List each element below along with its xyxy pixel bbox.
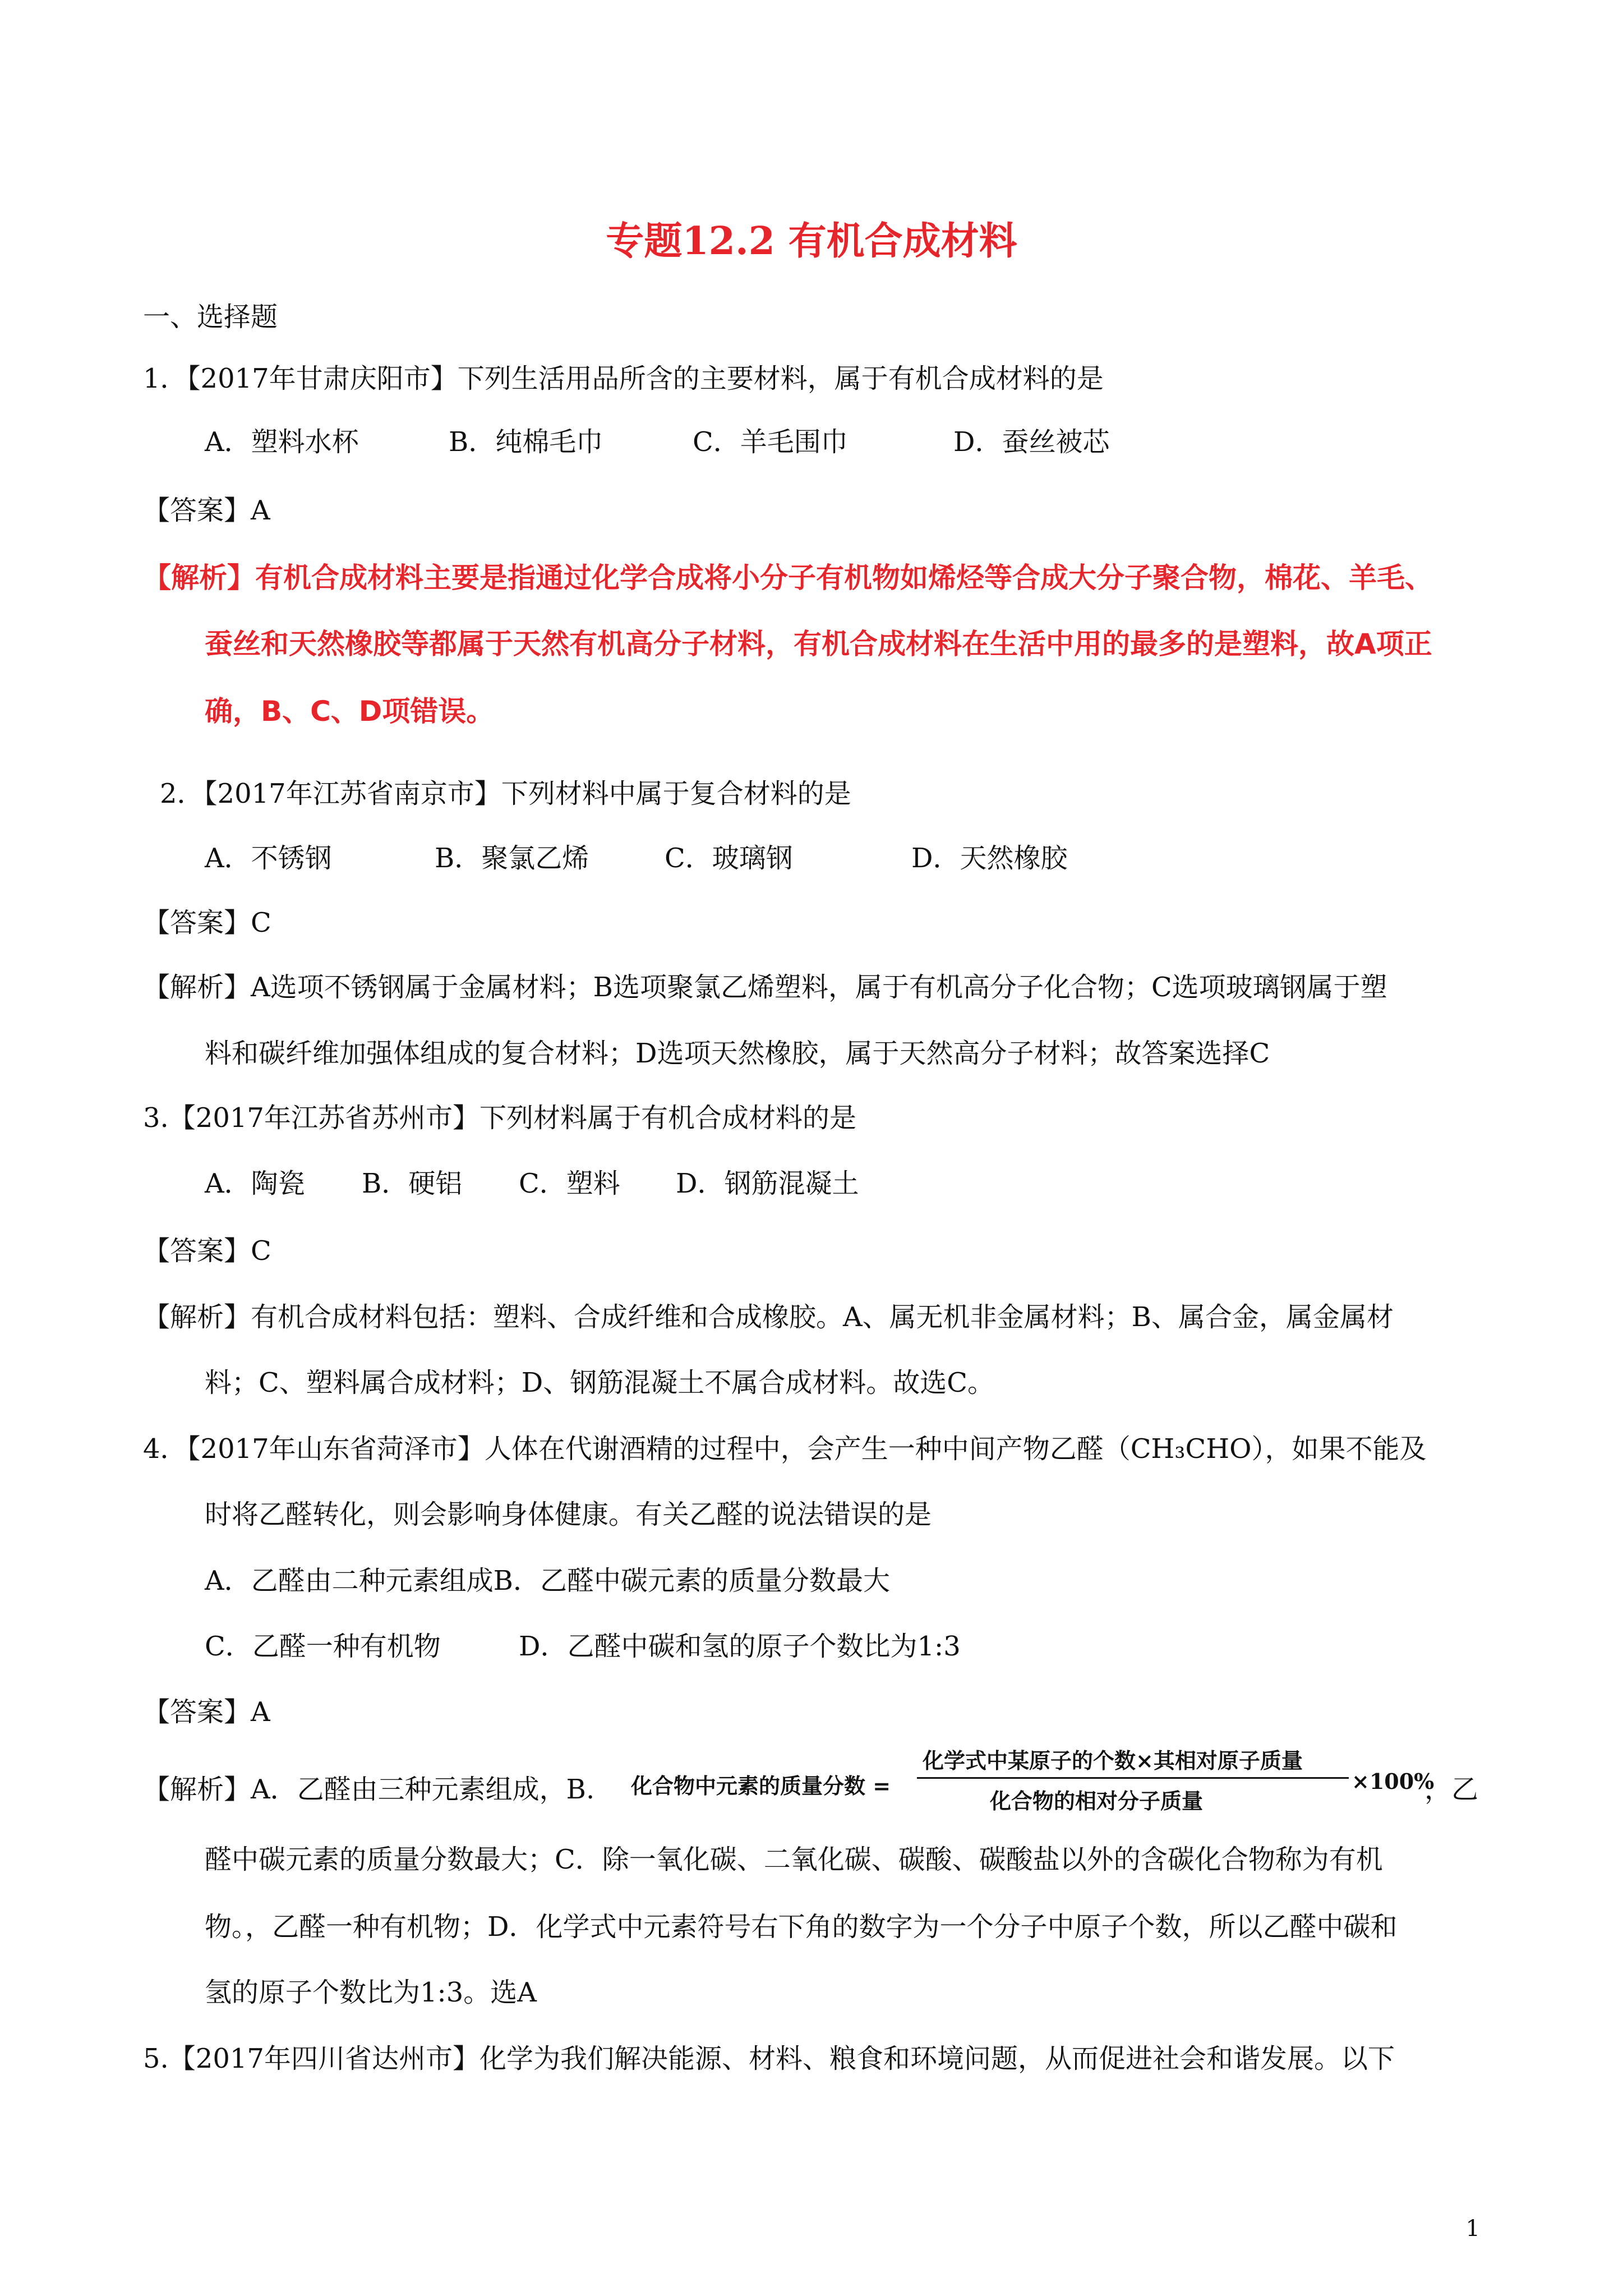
q2-stem: 2．【2017年江苏省南京市】下列材料中属于复合材料的是: [160, 778, 851, 809]
q1-stem: 1．【2017年甘肃庆阳市】下列生活用品所含的主要材料，属于有机合成材料的是: [143, 363, 1104, 394]
q4-option-d: D．乙醛中碳和氢的原子个数比为1:3: [519, 1631, 961, 1662]
fraction-bar: [917, 1777, 1349, 1779]
q4-analysis-start: 【解析】A．乙醛由三种元素组成，B.: [143, 1774, 595, 1805]
q3-answer: 【答案】C: [143, 1235, 271, 1267]
formula-tail: ×100%: [1352, 1769, 1435, 1794]
q2-option-b: B．聚氯乙烯: [435, 843, 589, 874]
q1-analysis-line-2: 蚕丝和天然橡胶等都属于天然有机高分子材料，有机合成材料在生活中用的最多的是塑料，故A项正: [205, 628, 1432, 660]
q4-analysis-after-formula: ，乙: [1424, 1774, 1479, 1805]
q1-answer: 【答案】A: [143, 495, 270, 526]
formula-denominator: 化合物的相对分子质量: [990, 1788, 1204, 1814]
formula-lhs: 化合物中元素的质量分数 =: [631, 1773, 891, 1798]
q4-stem-line-2: 时将乙醛转化，则会影响身体健康。有关乙醛的说法错误的是: [205, 1499, 932, 1530]
formula-numerator: 化学式中某原子的个数×其相对原子质量: [923, 1748, 1303, 1773]
q1-option-c: C．羊毛围巾: [693, 426, 848, 458]
q2-option-c: C．玻璃钢: [665, 843, 793, 874]
q4-option-a-b: A．乙醛由二种元素组成B．乙醛中碳元素的质量分数最大: [205, 1565, 890, 1596]
q4-analysis-line-2: 醛中碳元素的质量分数最大；C．除一氧化碳、二氧化碳、碳酸、碳酸盐以外的含碳化合物称为有机: [205, 1844, 1383, 1875]
q4-option-c: C．乙醛一种有机物: [205, 1631, 441, 1662]
section-heading: 一、选择题: [143, 301, 278, 333]
q1-option-a: A．塑料水杯: [205, 426, 359, 458]
q2-analysis-line-2: 料和碳纤维加强体组成的复合材料；D选项天然橡胶，属于天然高分子材料；故答案选择C: [205, 1038, 1270, 1069]
q2-option-d: D．天然橡胶: [911, 843, 1068, 874]
q1-analysis-line-3: 确，B、C、D项错误。: [205, 695, 495, 728]
q3-option-b: B．硬铝: [362, 1168, 463, 1199]
q2-answer: 【答案】C: [143, 907, 271, 938]
q1-option-d: D．蚕丝被芯: [953, 426, 1110, 458]
q1-analysis-line-1: 【解析】有机合成材料主要是指通过化学合成将小分子有机物如烯烃等合成大分子聚合物，棉花、羊毛、: [143, 562, 1433, 594]
q3-option-d: D．钢筋混凝土: [676, 1168, 859, 1199]
page-number: 1: [1465, 2216, 1480, 2242]
mass-fraction-formula: [631, 1743, 1433, 1822]
q3-analysis-line-1: 【解析】有机合成材料包括：塑料、合成纤维和合成橡胶。A、属无机非金属材料；B、属合金，属金属材: [143, 1301, 1394, 1333]
q3-option-c: C．塑料: [519, 1168, 620, 1199]
q1-option-b: B．纯棉毛巾: [449, 426, 603, 458]
q4-answer: 【答案】A: [143, 1696, 270, 1728]
q4-analysis-line-3: 物。，乙醛一种有机物；D．化学式中元素符号右下角的数字为一个分子中原子个数，所以乙醛中碳和: [205, 1911, 1398, 1943]
q4-stem-line-1: 4．【2017年山东省菏泽市】人体在代谢酒精的过程中，会产生一种中间产物乙醛（CH₃CHO），如果不能及: [143, 1433, 1427, 1465]
page-title: 专题12.2 有机合成材料: [606, 219, 1017, 264]
q3-stem: 3.【2017年江苏省苏州市】下列材料属于有机合成材料的是: [143, 1102, 856, 1134]
q2-option-a: A．不锈钢: [205, 843, 332, 874]
q5-stem: 5.【2017年四川省达州市】化学为我们解决能源、材料、粮食和环境问题，从而促进社会和谐发展。以下: [143, 2043, 1395, 2074]
q2-analysis-line-1: 【解析】A选项不锈钢属于金属材料；B选项聚氯乙烯塑料，属于有机高分子化合物；C选项玻璃钢属于塑: [143, 972, 1387, 1003]
q3-option-a: A．陶瓷: [205, 1168, 305, 1199]
q3-analysis-line-2: 料；C、塑料属合成材料；D、钢筋混凝土不属合成材料。故选C。: [205, 1367, 994, 1398]
q4-analysis-line-4: 氢的原子个数比为1:3。选A: [205, 1977, 537, 2008]
